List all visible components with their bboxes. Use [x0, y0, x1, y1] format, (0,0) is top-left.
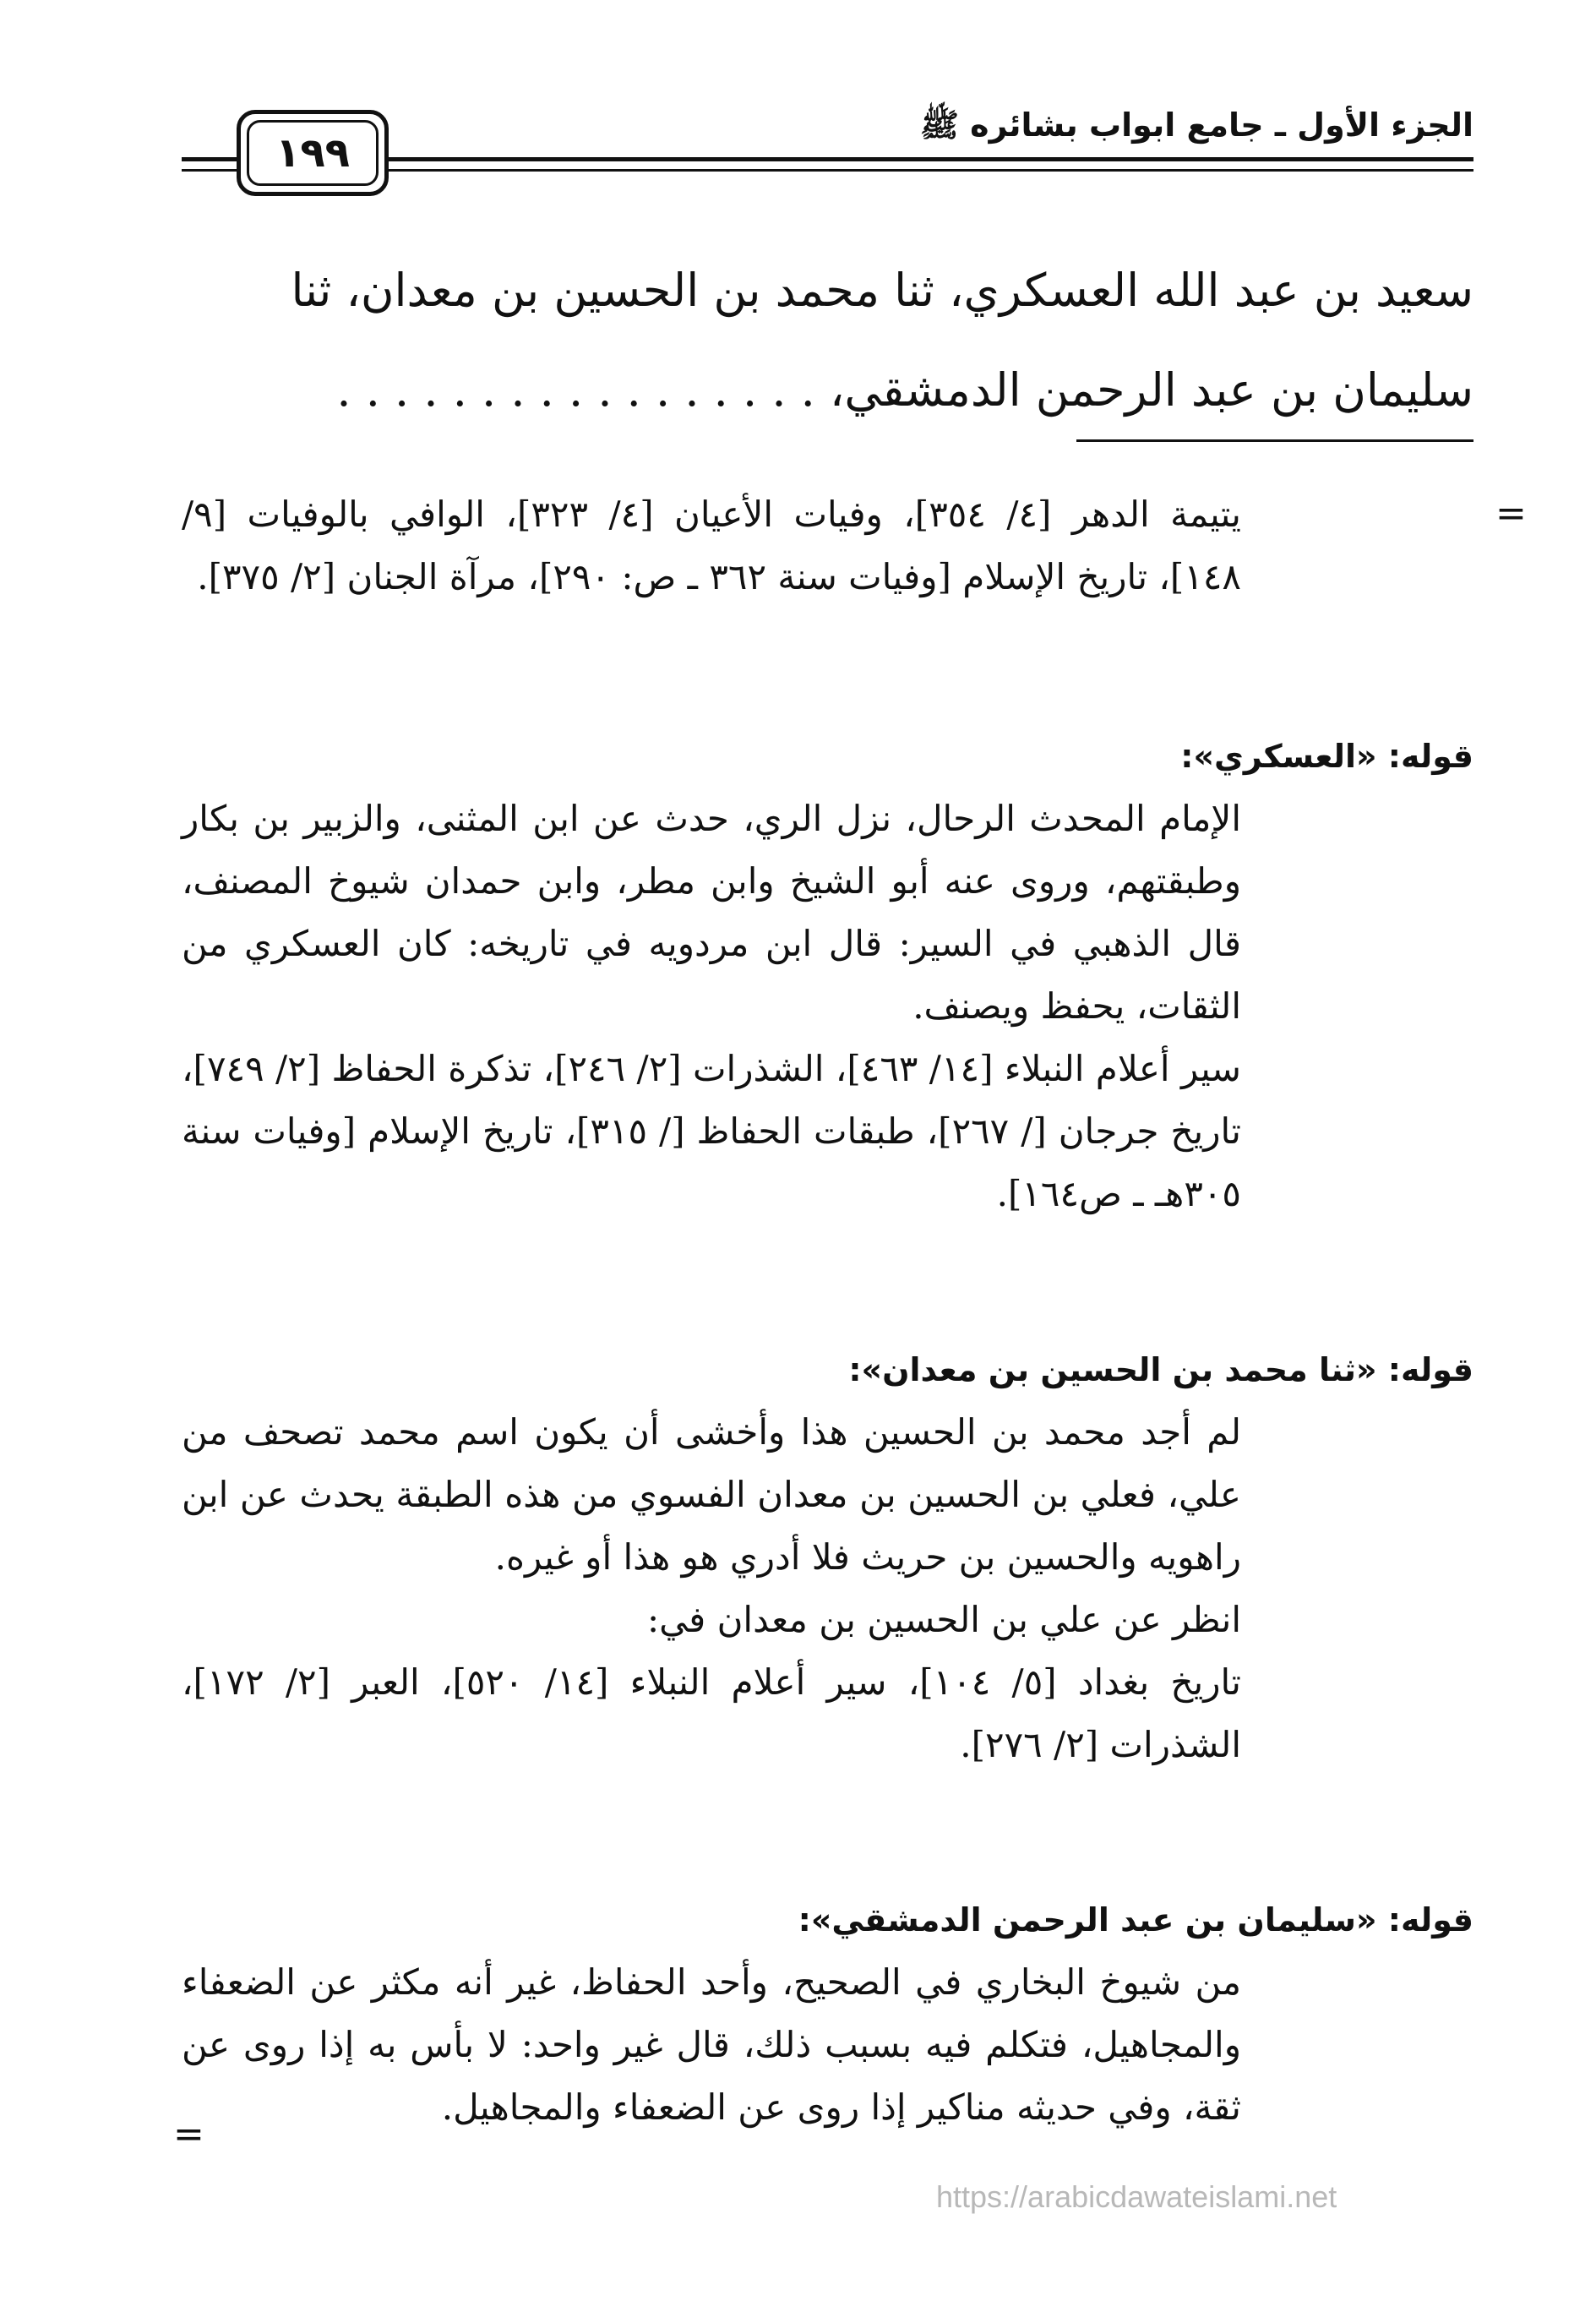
footnote-paragraph: تاريخ بغداد [٥/ ١٠٤]، سير أعلام النبلاء [١٤/ ٥٢٠]، العبر [٢/ ١٧٢]، الشذرات [٢/ ٢٧٦]. [182, 1661, 1241, 1765]
main-line-1: سعيد بن عبد الله العسكري، ثنا محمد بن الحسين بن معدان، ثنا [291, 264, 1473, 317]
watermark-url: https://arabicdawateislami.net [936, 2179, 1337, 2214]
footnote-paragraph: انظر عن علي بن الحسين بن معدان في: [646, 1599, 1241, 1640]
header-rule-left-thin [182, 169, 239, 172]
running-header-title: الجزء الأول ـ جامع ابواب بشائره ﷺ [920, 106, 1473, 144]
footnote-paragraph: لم أجد محمد بن الحسين هذا وأخشى أن يكون اسم محمد تصحف من علي، فعلي بن الحسين بن معدان الفسوي من هذه الطبقة يحدث عن ابن راهويه والحسين بن حريث فلا أدري هو هذا أو غيره. [182, 1411, 1241, 1578]
continuation-mark-top: = [1495, 492, 1527, 535]
footnote-entry-1 [182, 725, 1473, 1225]
continuation-mark-bottom: = [173, 2113, 204, 2156]
footnote-paragraph: الإمام المحدث الرحال، نزل الري، حدث عن ابن المثنى، والزبير بن بكار وطبقتهم، وروى عنه أبو الشيخ وابن مطر، وابن حمدان شيوخ المصنف، قال الذهبي في السير: قال ابن مردويه في تاريخه: كان العسكري من الثقات، يحفظ ويصنف. [182, 798, 1241, 1027]
page-number: ١٩٩ [247, 120, 379, 186]
footnote-label: قوله: «ثنا محمد بن الحسين بن معدان»: [848, 1351, 1473, 1388]
footnote-separator [1076, 439, 1473, 442]
footnote-sources-intro [182, 483, 1473, 608]
footnote-label: قوله: «العسكري»: [1180, 738, 1473, 775]
footnote-label: قوله: «سليمان بن عبد الرحمن الدمشقي»: [798, 1901, 1473, 1939]
footnote-sources-text: يتيمة الدهر [٤/ ٣٥٤]، وفيات الأعيان [٤/ ٣٢٣]، الوافي بالوفيات [٩/ ١٤٨]، تاريخ الإسلام [وفيات سنة ٣٦٢ ـ ص: ٢٩٠]، مرآة الجنان [٢/ ٣٧٥]. [182, 494, 1241, 597]
footnote-entry-2 [182, 1339, 1473, 1776]
header-rule-left [182, 157, 239, 161]
page-number-frame [237, 110, 389, 196]
main-line-2: سليمان بن عبد الرحمن الدمشقي، . . . . . . . . . . . . . . . . . [336, 363, 1473, 417]
footnote-paragraph: من شيوخ البخاري في الصحيح، وأحد الحفاظ، غير أنه مكثر عن الضعفاء والمجاهيل، فتكلم فيه بسبب ذلك، قال غير واحد: لا بأس به إذا روى عن ثقة، وفي حديثه مناكير إذا روى عن الضعفاء والمجاهيل. [182, 1961, 1241, 2128]
footnote-paragraph: سير أعلام النبلاء [١٤/ ٤٦٣]، الشذرات [٢/ ٢٤٦]، تذكرة الحفاظ [٢/ ٧٤٩]، تاريخ جرجان [/ ٢٦٧]، طبقات الحفاظ [/ ٣١٥]، تاريخ الإسلام [وفيات سنة ٣٠٥هـ ـ ص١٦٤]. [182, 1048, 1241, 1214]
main-text [182, 241, 1473, 440]
footnote-entry-3 [182, 1889, 1473, 2139]
